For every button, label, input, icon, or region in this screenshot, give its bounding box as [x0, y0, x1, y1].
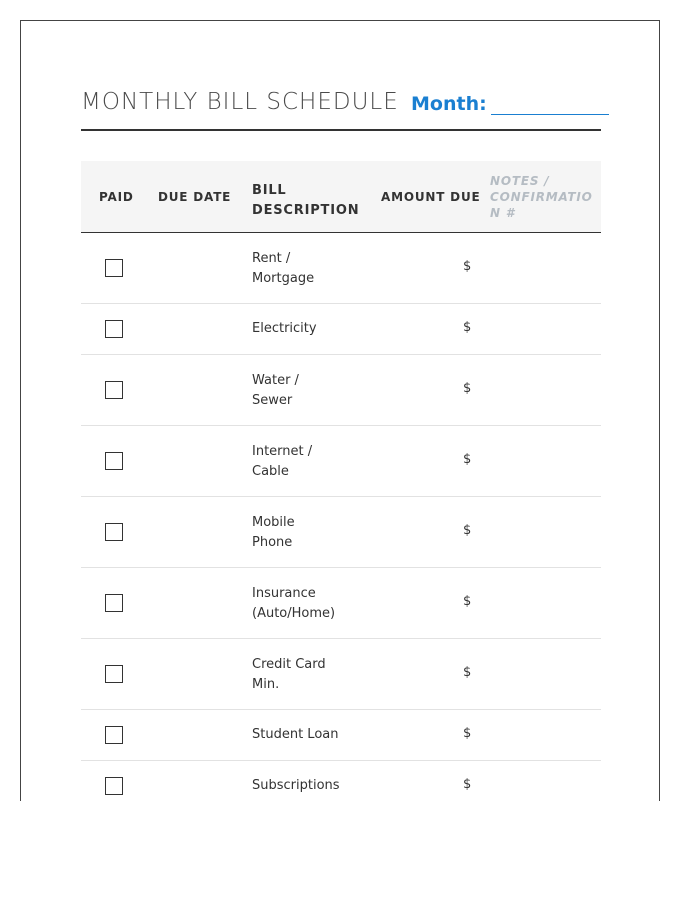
bill-description: Mobile Phone [252, 515, 295, 550]
table-header [81, 161, 601, 233]
paid-checkbox[interactable] [105, 523, 123, 541]
table-row [81, 710, 601, 761]
paid-checkbox[interactable] [105, 594, 123, 612]
month-field-group [411, 93, 609, 115]
table-row [81, 761, 601, 801]
table-row [81, 233, 601, 304]
bill-description: Insurance (Auto/Home) [252, 586, 336, 621]
amount-currency: $ [463, 665, 472, 680]
table-row [81, 639, 601, 710]
bill-description: Student Loan [252, 727, 339, 742]
page-title: MONTHLY BILL SCHEDULE [81, 89, 399, 115]
table-row [81, 568, 601, 639]
table-row [81, 426, 601, 497]
paid-checkbox[interactable] [105, 381, 123, 399]
paid-checkbox[interactable] [105, 259, 123, 277]
bill-schedule-page [20, 20, 660, 801]
table-row [81, 497, 601, 568]
column-header-notes: NOTES / CONFIRMATION # [490, 174, 593, 220]
column-header-bill-description: BILL DESCRIPTION [252, 183, 360, 218]
amount-currency: $ [463, 594, 472, 609]
bill-description: Subscriptions [252, 778, 340, 793]
bill-description: Internet / Cable [252, 444, 313, 479]
column-header-due-date: DUE DATE [158, 190, 232, 204]
paid-checkbox[interactable] [105, 320, 123, 338]
paid-checkbox[interactable] [105, 777, 123, 795]
bill-description: Credit Card Min. [252, 657, 326, 692]
header [81, 87, 601, 131]
month-input-line[interactable] [491, 97, 609, 115]
bill-description: Water / Sewer [252, 373, 299, 408]
bill-description: Rent / Mortgage [252, 251, 315, 286]
amount-currency: $ [463, 777, 472, 792]
column-header-paid: PAID [99, 190, 134, 204]
paid-checkbox[interactable] [105, 665, 123, 683]
table-row [81, 355, 601, 426]
column-header-amount-due: AMOUNT DUE [381, 190, 481, 204]
bill-table [81, 161, 601, 801]
amount-currency: $ [463, 320, 472, 335]
amount-currency: $ [463, 726, 472, 741]
amount-currency: $ [463, 259, 472, 274]
amount-currency: $ [463, 523, 472, 538]
table-row [81, 304, 601, 355]
amount-currency: $ [463, 452, 472, 467]
paid-checkbox[interactable] [105, 726, 123, 744]
amount-currency: $ [463, 381, 472, 396]
paid-checkbox[interactable] [105, 452, 123, 470]
month-label: Month: [411, 93, 487, 115]
bill-description: Electricity [252, 321, 317, 336]
